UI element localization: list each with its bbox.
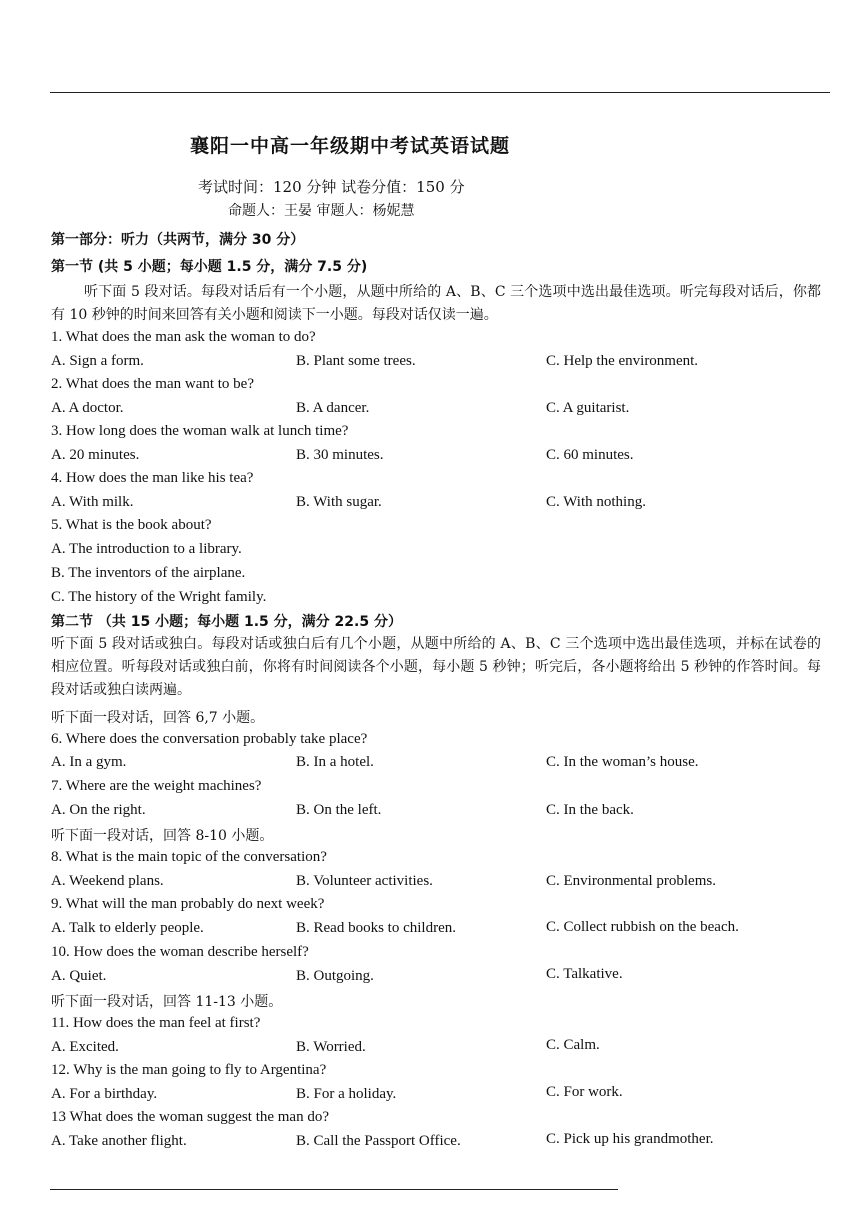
q13-option-c: C. Pick up his grandmother. xyxy=(546,1131,714,1147)
q6-option-c: C. In the woman’s house. xyxy=(546,754,699,770)
question-1: 1. What does the man ask the woman to do? xyxy=(51,329,316,345)
q6-option-a: A. In a gym. xyxy=(51,754,127,770)
q12-option-b: B. For a holiday. xyxy=(296,1086,397,1102)
question-11: 11. How does the man feel at first? xyxy=(51,1015,261,1031)
q3-option-c: C. 60 minutes. xyxy=(546,447,634,463)
q10-option-a: A. Quiet. xyxy=(51,968,107,984)
q2-option-c: C. A guitarist. xyxy=(546,400,630,416)
q11-option-c: C. Calm. xyxy=(546,1037,600,1053)
dialog-prompt-11-13: 听下面一段对话，回答 11-13 小题。 xyxy=(51,994,283,1010)
question-3: 3. How long does the woman walk at lunch time? xyxy=(51,423,349,439)
q5-option-c: C. The history of the Wright family. xyxy=(51,589,267,605)
question-8: 8. What is the main topic of the conversation? xyxy=(51,849,327,865)
q5-option-b: B. The inventors of the airplane. xyxy=(51,565,246,581)
q7-option-a: A. On the right. xyxy=(51,802,146,818)
q5-option-a: A. The introduction to a library. xyxy=(51,541,242,557)
question-6: 6. Where does the conversation probably take place? xyxy=(51,731,368,747)
q12-option-a: A. For a birthday. xyxy=(51,1086,158,1102)
q12-option-c: C. For work. xyxy=(546,1084,623,1100)
page-title: 襄阳一中高一年级期中考试英语试题 xyxy=(189,135,510,157)
part1-heading: 第一部分：听力（共两节，满分 30 分） xyxy=(51,232,305,248)
q3-option-b: B. 30 minutes. xyxy=(296,447,384,463)
question-9: 9. What will the man probably do next week? xyxy=(51,896,325,912)
q11-option-b: B. Worried. xyxy=(296,1039,366,1055)
top-rule xyxy=(50,92,830,93)
q1-option-c: C. Help the environment. xyxy=(546,353,699,369)
dialog-prompt-6-7: 听下面一段对话，回答 6,7 小题。 xyxy=(51,710,265,726)
exam-info: 考试时间：120 分钟 试卷分值：150 分 xyxy=(198,178,465,196)
q7-option-b: B. On the left. xyxy=(296,802,382,818)
q13-option-b: B. Call the Passport Office. xyxy=(296,1133,461,1149)
q9-option-a: A. Talk to elderly people. xyxy=(51,920,204,936)
q9-option-c: C. Collect rubbish on the beach. xyxy=(546,919,739,935)
q13-option-a: A. Take another flight. xyxy=(51,1133,187,1149)
q1-option-a: A. Sign a form. xyxy=(51,353,144,369)
section1-heading: 第一节 (共 5 小题；每小题 1.5 分，满分 7.5 分) xyxy=(51,259,368,275)
q11-option-a: A. Excited. xyxy=(51,1039,119,1055)
question-2: 2. What does the man want to be? xyxy=(51,376,254,392)
q9-option-b: B. Read books to children. xyxy=(296,920,456,936)
dialog-prompt-8-10: 听下面一段对话，回答 8-10 小题。 xyxy=(51,828,274,844)
q2-option-b: B. A dancer. xyxy=(296,400,370,416)
q4-option-c: C. With nothing. xyxy=(546,494,646,510)
q6-option-b: B. In a hotel. xyxy=(296,754,374,770)
q10-option-c: C. Talkative. xyxy=(546,966,623,982)
q8-option-c: C. Environmental problems. xyxy=(546,873,716,889)
exam-authors: 命题人：王晏 审题人：杨妮慧 xyxy=(228,203,415,219)
q7-option-c: C. In the back. xyxy=(546,802,634,818)
section2-heading: 第二节 （共 15 小题；每小题 1.5 分，满分 22.5 分） xyxy=(51,614,402,630)
q8-option-a: A. Weekend plans. xyxy=(51,873,164,889)
question-5: 5. What is the book about? xyxy=(51,517,212,533)
section1-instructions: 听下面 5 段对话。每段对话后有一个小题，从题中所给的 A、B、C 三个选项中选出最佳选项。听完每段对话后，你都有 10 秒钟的时间来回答有关小题和阅读下一小题。每段对话仅读一遍。 xyxy=(51,284,821,323)
question-10: 10. How does the woman describe herself? xyxy=(51,944,309,960)
q3-option-a: A. 20 minutes. xyxy=(51,447,140,463)
question-7: 7. Where are the weight machines? xyxy=(51,778,262,794)
question-12: 12. Why is the man going to fly to Argentina? xyxy=(51,1062,327,1078)
q4-option-a: A. With milk. xyxy=(51,494,134,510)
question-13: 13 What does the woman suggest the man do? xyxy=(51,1109,329,1125)
q2-option-a: A. A doctor. xyxy=(51,400,124,416)
q8-option-b: B. Volunteer activities. xyxy=(296,873,433,889)
q4-option-b: B. With sugar. xyxy=(296,494,382,510)
bottom-rule xyxy=(50,1189,618,1190)
q10-option-b: B. Outgoing. xyxy=(296,968,374,984)
question-4: 4. How does the man like his tea? xyxy=(51,470,254,486)
q1-option-b: B. Plant some trees. xyxy=(296,353,416,369)
section2-instructions: 听下面 5 段对话或独白。每段对话或独白后有几个小题，从题中所给的 A、B、C 三个选项中选出最佳选项，并标在试卷的相应位置。听每段对话或独白前，你将有时间阅读各个小题，每小题 5 秒钟；听完后，各小题将给出 5 秒钟的作答时间。每段对话或独白读两遍。 xyxy=(51,636,821,698)
